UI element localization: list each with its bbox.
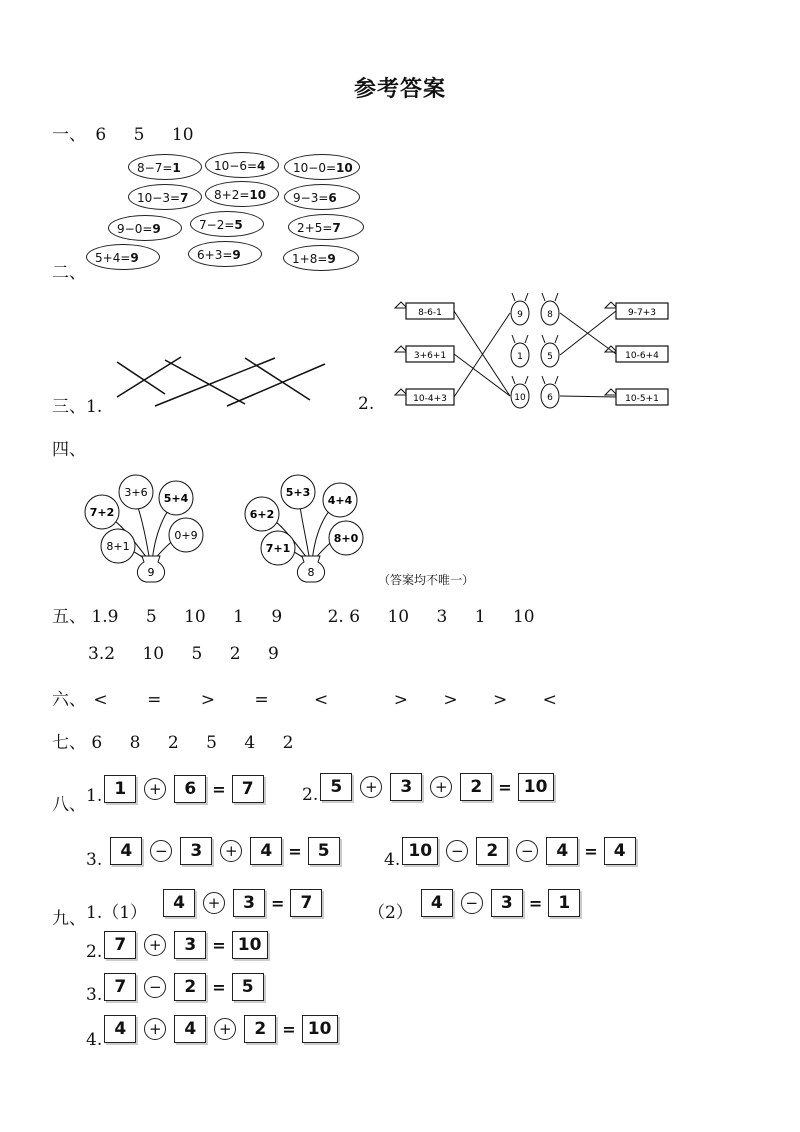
equation-row — [302, 772, 556, 805]
rabbit-icon — [541, 376, 559, 408]
section-4-label: 四、 — [52, 440, 86, 460]
number-box: 4 — [604, 837, 636, 865]
operator-circle: − — [516, 840, 538, 862]
rabbit-icon — [511, 376, 529, 408]
number-box: 4 — [104, 1015, 136, 1043]
number-box: 7 — [104, 931, 136, 959]
section-8-label: 八、 — [52, 795, 86, 815]
answer: 1.9 — [91, 607, 119, 627]
answer: 5 — [191, 644, 203, 664]
operator-circle: + — [203, 892, 225, 914]
oval-equation: 10−3=7 — [128, 184, 202, 210]
flower — [85, 495, 119, 529]
carrot-icon — [605, 302, 617, 308]
number-box: 5 — [232, 973, 264, 1001]
section-5-line-1 — [52, 602, 535, 627]
section-1-label: 一、 — [52, 125, 86, 145]
operator-circle: + — [144, 934, 166, 956]
operator-circle: + — [360, 776, 382, 798]
oval-equation: 8−7=1 — [128, 154, 202, 180]
left-tag — [395, 389, 454, 405]
equals-sign: = — [212, 779, 226, 799]
tag-label: 3+6+1 — [413, 351, 447, 361]
equals-sign: = — [498, 777, 512, 797]
answer: 6 — [91, 733, 103, 753]
number-box: 2 — [476, 837, 508, 865]
operator-circle: − — [446, 840, 468, 862]
oval-equation: 8+2=10 — [205, 181, 279, 207]
section-7 — [52, 728, 293, 753]
problem-number: 1. — [86, 786, 103, 806]
answer: 10 — [171, 125, 194, 145]
number-box: 3 — [233, 889, 265, 917]
answer: > — [200, 690, 215, 710]
number-box: 7 — [290, 889, 322, 917]
match-line — [454, 354, 510, 396]
answer: 10 — [184, 607, 206, 627]
rabbit-number: 1 — [517, 352, 523, 362]
answer: 8 — [129, 733, 141, 753]
equation-row — [86, 888, 324, 923]
flower-label: 4+4 — [327, 494, 353, 507]
answer: > — [443, 690, 458, 710]
vase — [137, 556, 164, 582]
flower — [261, 531, 295, 565]
vase-label: 8 — [307, 566, 315, 579]
tag-label: 10-4+3 — [413, 394, 447, 404]
answer: 5 — [145, 607, 157, 627]
number-box: 5 — [308, 837, 340, 865]
flower — [281, 475, 315, 509]
oval-equation: 10−0=10 — [284, 154, 360, 180]
operator-circle: + — [220, 840, 242, 862]
oval-equation: 7−2=5 — [190, 211, 264, 237]
number-box: 7 — [104, 973, 136, 1001]
number-box: 1 — [548, 889, 580, 917]
equals-sign: = — [212, 935, 226, 955]
problem-number: 4. — [384, 850, 401, 870]
number-box: 4 — [421, 889, 453, 917]
answer: 2 — [167, 733, 179, 753]
flower — [159, 481, 193, 515]
answer: = — [147, 690, 162, 710]
match-line — [454, 311, 510, 396]
left-tag — [395, 346, 454, 362]
left-tag — [395, 302, 454, 319]
number-box: 4 — [163, 889, 195, 917]
equation-row — [86, 1014, 340, 1050]
answer: 6 — [95, 125, 107, 145]
carrot-rabbit-matching-figure — [392, 293, 677, 411]
answer: 2 — [282, 733, 294, 753]
equation-row — [86, 836, 342, 870]
carrot-icon — [605, 389, 617, 395]
operator-circle: + — [430, 776, 452, 798]
rabbit-icon — [511, 293, 529, 325]
equals-sign: = — [584, 841, 598, 861]
carrot-icon — [395, 346, 407, 352]
vase-label: 9 — [147, 566, 155, 579]
line-segment — [117, 362, 165, 394]
flower-label: 5+4 — [163, 492, 189, 505]
carrot-icon — [395, 302, 407, 308]
operator-circle: + — [144, 778, 166, 800]
section-3-part2-label: 2. — [358, 394, 375, 414]
oval-equation: 9−3=6 — [284, 184, 360, 210]
rabbit-number: 9 — [517, 310, 523, 320]
equals-sign: = — [528, 893, 543, 913]
section-6-label: 六、 — [52, 690, 86, 710]
answer: = — [254, 690, 269, 710]
tag-label: 9-7+3 — [628, 308, 656, 318]
rabbit-number: 5 — [547, 352, 553, 362]
answer: 2. 6 — [327, 607, 361, 627]
section-2-label: 二、 — [52, 263, 86, 283]
flower-label: 7+1 — [265, 542, 291, 555]
answer: 4 — [244, 733, 256, 753]
number-box: 7 — [232, 775, 264, 803]
flower-label: 6+2 — [249, 508, 275, 521]
problem-number: 4. — [86, 1030, 103, 1050]
answer: 1 — [233, 607, 244, 627]
flower-label: 3+6 — [124, 486, 148, 499]
number-box: 3 — [180, 837, 212, 865]
oval-equation: 1+8=9 — [283, 245, 359, 271]
number-box: 6 — [174, 775, 206, 803]
problem-number: 2. — [302, 785, 319, 805]
line-segment — [227, 364, 325, 406]
equals-sign: = — [212, 977, 226, 997]
number-box: 10 — [302, 1015, 338, 1043]
number-box: 2 — [244, 1015, 276, 1043]
section-5-label: 五、 — [52, 607, 86, 627]
answer: 5 — [206, 733, 217, 753]
operator-circle: − — [144, 976, 166, 998]
right-tag — [605, 346, 668, 362]
flower — [329, 521, 363, 555]
flower — [101, 529, 135, 563]
flower — [119, 475, 153, 509]
answer: 2 — [229, 644, 241, 664]
equals-sign: = — [288, 841, 302, 861]
equation-row — [86, 930, 270, 960]
equation-row — [384, 836, 638, 870]
flower-vase-figure-1 — [80, 472, 210, 582]
rabbit-icon — [541, 293, 559, 325]
number-box: 10 — [232, 931, 268, 959]
equation-row — [368, 888, 582, 923]
section-9-label: 九、 — [52, 909, 86, 929]
number-box: 4 — [546, 837, 578, 865]
rabbit-number: 10 — [514, 393, 526, 403]
number-box: 4 — [250, 837, 282, 865]
oval-equation: 9−0=9 — [108, 215, 182, 241]
problem-number: （2） — [368, 902, 413, 923]
number-box: 10 — [402, 837, 438, 865]
oval-equation: 5+4=9 — [86, 244, 160, 270]
oval-equation: 10−6=4 — [205, 152, 279, 178]
operator-circle: + — [214, 1018, 236, 1040]
answer: 10 — [387, 607, 410, 627]
flower — [323, 483, 357, 517]
rabbit-number: 6 — [547, 393, 553, 403]
operator-circle: − — [150, 840, 172, 862]
equals-sign: = — [282, 1019, 296, 1039]
section-3-label: 三、1. — [52, 397, 103, 417]
number-box: 3 — [174, 931, 206, 959]
answer: 10 — [512, 607, 535, 627]
flower-vase-figure-2 — [240, 472, 370, 582]
flower-label: 7+2 — [89, 506, 115, 519]
answer: 3.2 — [88, 644, 116, 664]
note: （答案均不唯一） — [378, 573, 475, 587]
crossing-lines-figure — [115, 352, 335, 412]
answer: 5 — [133, 125, 145, 145]
answer: > — [493, 690, 508, 710]
number-box: 5 — [320, 773, 352, 801]
answer: > — [393, 690, 408, 710]
problem-number: 2. — [86, 942, 103, 962]
number-box: 2 — [460, 773, 492, 801]
flower-label: 5+3 — [285, 486, 311, 499]
section-5-line-2 — [88, 644, 279, 664]
operator-circle: + — [144, 1018, 166, 1040]
equals-sign: = — [271, 893, 285, 913]
problem-number: 1.（1） — [86, 902, 148, 923]
answer: < — [93, 690, 108, 710]
flower-label: 8+0 — [333, 532, 359, 545]
flower-label: 0+9 — [174, 529, 198, 542]
number-box: 10 — [518, 773, 554, 801]
rabbit-icon — [541, 335, 559, 367]
answer: 9 — [267, 644, 279, 664]
number-box: 1 — [104, 775, 136, 803]
answer: 9 — [271, 607, 283, 627]
page-title: 参考答案 — [353, 77, 446, 102]
tag-label: 8-6-1 — [418, 308, 442, 318]
number-box: 3 — [491, 889, 523, 917]
answer: < — [542, 690, 557, 710]
equation-row — [86, 972, 266, 1005]
answer: < — [314, 690, 329, 710]
answer: 10 — [142, 644, 165, 664]
right-tag — [605, 302, 668, 319]
match-line — [454, 313, 510, 397]
answer: 1 — [474, 607, 486, 627]
operator-circle: − — [461, 892, 483, 914]
problem-number: 3. — [86, 850, 103, 870]
number-box: 2 — [174, 973, 206, 1001]
problem-number: 3. — [86, 985, 103, 1005]
oval-equation: 6+3=9 — [188, 241, 262, 267]
flower-label: 8+1 — [106, 540, 130, 553]
vase — [297, 556, 324, 582]
number-box: 3 — [390, 773, 422, 801]
tag-label: 10-5+1 — [625, 394, 659, 404]
carrot-icon — [395, 389, 407, 395]
flower — [245, 497, 279, 531]
section-1 — [52, 120, 194, 145]
answer: 3 — [436, 607, 448, 627]
number-box: 4 — [174, 1015, 206, 1043]
oval-equation: 2+5=7 — [288, 214, 364, 240]
flower — [169, 518, 203, 552]
number-box: 4 — [110, 837, 142, 865]
rabbit-number: 8 — [547, 310, 553, 320]
section-6 — [52, 685, 557, 710]
equation-row — [86, 774, 266, 804]
match-line — [560, 396, 616, 397]
section-7-label: 七、 — [52, 733, 86, 753]
rabbit-icon — [511, 335, 529, 367]
tag-label: 10-6+4 — [625, 351, 659, 361]
